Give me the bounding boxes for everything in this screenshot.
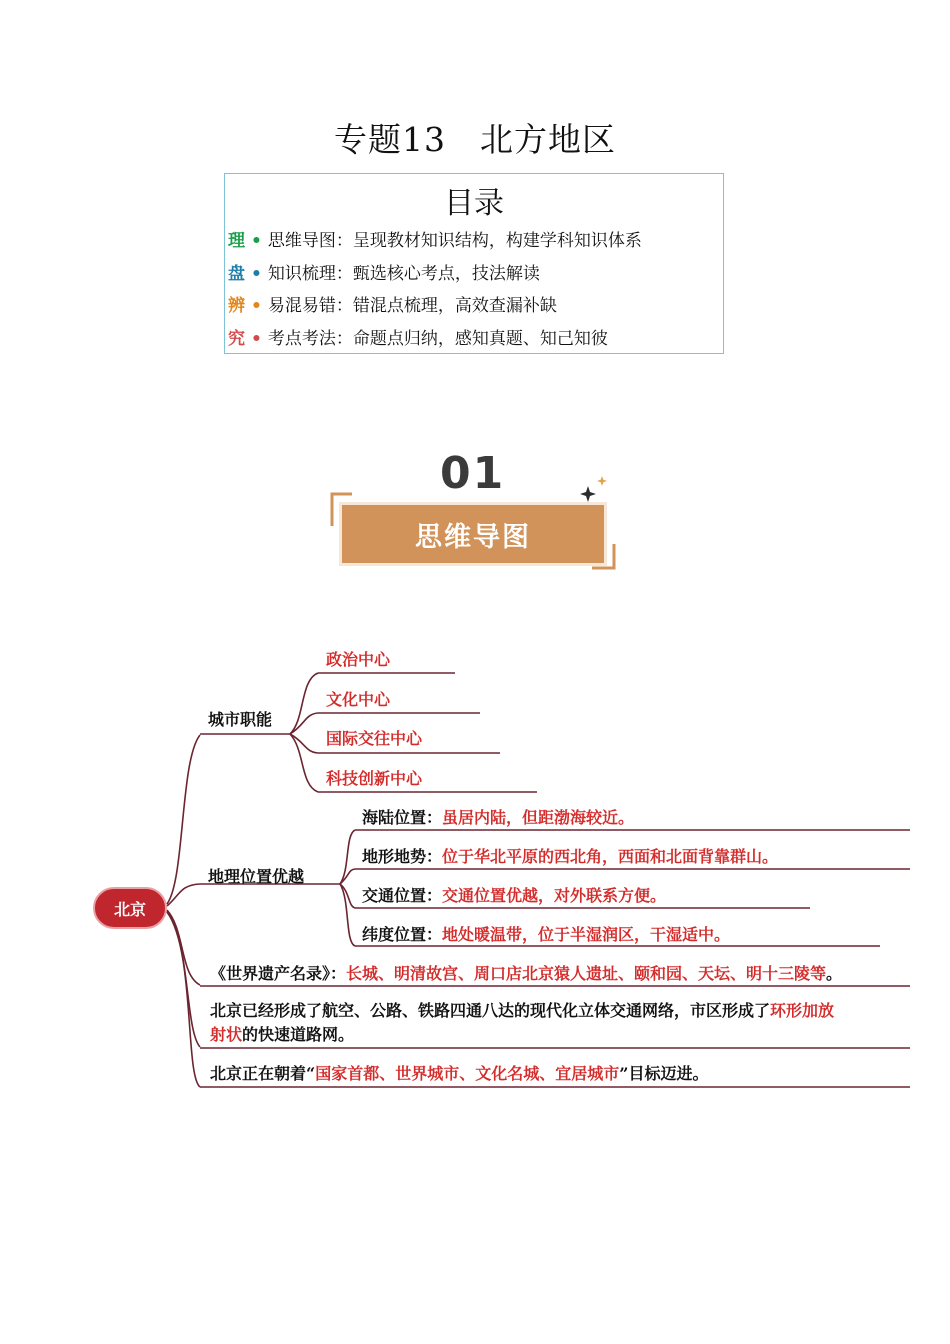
leaf-traffic-position: 交通位置：交通位置优越，对外联系方便。 <box>362 886 667 905</box>
bullet-dot-icon: • <box>251 264 262 284</box>
toc-key: 究 <box>228 329 245 349</box>
section-label: 思维导图 <box>415 521 531 553</box>
branch-traffic-network: 北京已经形成了航空、公路、铁路四通八达的现代化立体交通网络，市区形成了环形加放 射状的快速道路网。 <box>210 1001 835 1044</box>
toc-item-text: 思维导图：呈现教材知识结构，构建学科知识体系 <box>267 231 642 251</box>
bullet-dot-icon: • <box>251 231 262 251</box>
toc-item-text: 考点考法：命题点归纳，感知真题、知己知彼 <box>267 329 608 349</box>
leaf-sea-land-position: 海陆位置：虽居内陆，但距渤海较近。 <box>362 808 635 827</box>
leaf-cultural-center: 文化中心 <box>326 690 391 709</box>
toc-item-text: 知识梳理：甄选核心考点，技法解读 <box>267 264 540 284</box>
leaf-latitude-position: 纬度位置：地处暖温带，位于半湿润区，干湿适中。 <box>362 925 731 944</box>
page-title: 专题13 北方地区 <box>334 120 616 159</box>
section-number: 01 <box>440 448 506 499</box>
leaf-political-center: 政治中心 <box>326 650 391 669</box>
branch-geo-location: 地理位置优越 <box>208 867 305 886</box>
toc-key: 辨 <box>228 296 245 316</box>
toc-heading: 目录 <box>444 186 504 221</box>
bullet-dot-icon: • <box>251 329 262 349</box>
branch-world-heritage: 《世界遗产名录》：长城、明清故宫、周口店北京猿人遗址、颐和园、天坛、明十三陵等。 <box>210 964 843 983</box>
toc-item-text: 易混易错：错混点梳理，高效查漏补缺 <box>267 296 557 316</box>
branch-development-goal: 北京正在朝着“国家首都、世界城市、文化名城、宜居城市”目标迈进。 <box>210 1064 709 1083</box>
leaf-terrain: 地形地势：位于华北平原的西北角，西面和北面背靠群山。 <box>362 847 779 866</box>
toc-key: 盘 <box>228 264 245 284</box>
bullet-dot-icon: • <box>251 296 262 316</box>
branch-city-functions: 城市职能 <box>208 710 273 729</box>
leaf-innovation-center: 科技创新中心 <box>326 769 423 788</box>
toc-key: 理 <box>228 231 245 251</box>
mindmap-root-node[interactable]: 北京 <box>93 887 167 929</box>
leaf-international-center: 国际交往中心 <box>326 729 423 748</box>
